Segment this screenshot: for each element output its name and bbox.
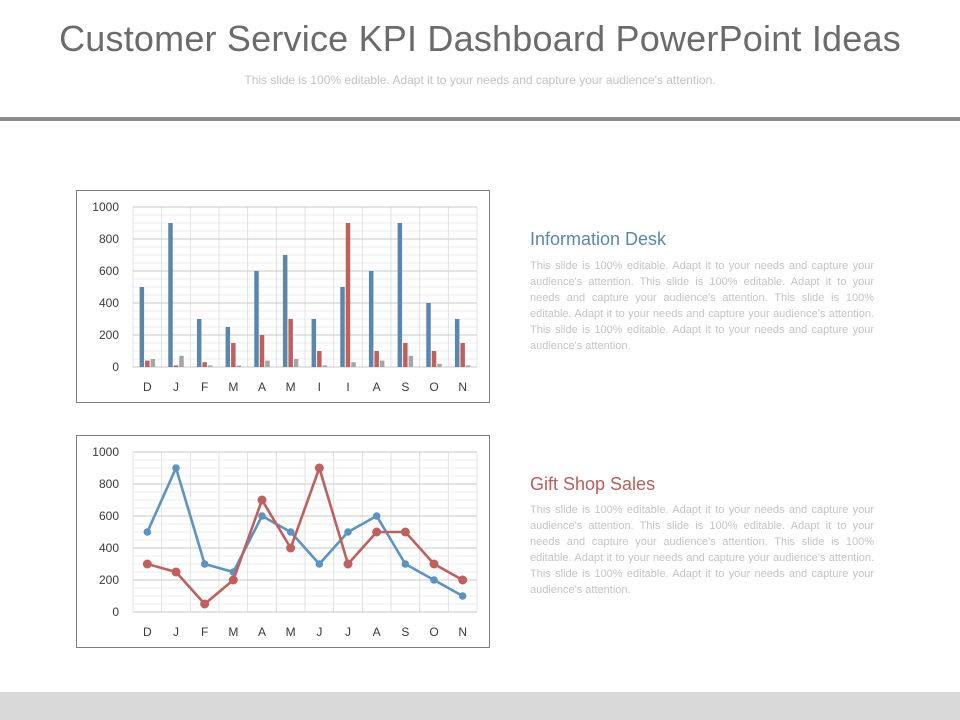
- bar-series-2: [317, 351, 322, 367]
- x-tick-label: J: [173, 380, 179, 394]
- x-tick-label: J: [316, 625, 323, 639]
- bar-series-1: [426, 303, 431, 367]
- x-tick-label: F: [200, 625, 209, 639]
- y-tick-label: 800: [98, 477, 119, 491]
- bar-series-2: [202, 362, 207, 367]
- bar-series-3: [151, 359, 156, 367]
- bar-series-3: [466, 365, 471, 367]
- x-tick-label: A: [257, 380, 267, 394]
- bar-series-2: [231, 343, 236, 367]
- bar-chart-svg: [77, 191, 491, 404]
- point-series-1: [373, 512, 381, 520]
- bar-series-1: [140, 287, 145, 367]
- bar-series-2: [403, 343, 408, 367]
- bar-series-3: [351, 362, 356, 367]
- x-tick-label: J: [173, 625, 179, 639]
- bar-series-3: [208, 365, 213, 367]
- bar-series-1: [398, 223, 403, 367]
- footer-band: [0, 692, 960, 720]
- header-divider: [0, 117, 960, 121]
- point-series-1: [344, 528, 352, 536]
- point-series-2: [315, 464, 324, 473]
- point-series-1: [402, 560, 410, 568]
- bar-series-3: [380, 361, 385, 367]
- point-series-1: [201, 560, 209, 568]
- bar-series-1: [283, 255, 288, 367]
- x-tick-label: M: [228, 625, 239, 639]
- point-series-1: [459, 592, 467, 600]
- information-desk-bar-chart: [76, 190, 490, 403]
- bar-series-3: [323, 365, 328, 367]
- x-tick-label: F: [200, 380, 209, 394]
- x-tick-label: O: [429, 625, 439, 639]
- point-series-2: [401, 528, 410, 537]
- gift-shop-sales-description: This slide is 100% editable. Adapt it to your needs and capture your audience's attention. This slide is 100% editable. Adapt it to your needs and capture your audience's attention. This slide is 100% editable. Adapt it to your needs and capture your audience's attention. This slide is 100% editable. Adapt it to your needs and capture your audience's attention.: [530, 504, 874, 596]
- x-tick-label: A: [372, 625, 381, 639]
- point-series-2: [200, 600, 209, 609]
- point-series-1: [430, 576, 438, 584]
- x-tick-label: I: [346, 380, 350, 394]
- point-series-2: [458, 576, 467, 585]
- y-tick-label: 200: [98, 573, 119, 587]
- bar-series-3: [179, 356, 184, 367]
- y-tick-label: 600: [98, 509, 119, 523]
- bar-series-2: [288, 319, 293, 367]
- y-tick-label: 0: [112, 605, 119, 619]
- x-tick-label: I: [317, 380, 322, 394]
- y-tick-label: 400: [98, 541, 119, 555]
- y-tick-label: 800: [98, 232, 119, 246]
- slide-subtitle: This slide is 100% editable. Adapt it to your needs and capture your audience's attention.: [244, 73, 716, 87]
- x-tick-label: D: [142, 380, 152, 394]
- x-tick-label: M: [285, 380, 296, 394]
- bar-series-2: [432, 351, 437, 367]
- bar-series-1: [340, 287, 345, 367]
- bar-series-1: [455, 319, 460, 367]
- bar-series-2: [174, 365, 179, 367]
- x-tick-label: A: [372, 380, 381, 394]
- y-tick-label: 0: [112, 360, 119, 374]
- point-series-2: [286, 544, 295, 553]
- y-tick-label: 200: [98, 328, 119, 342]
- x-tick-label: O: [429, 380, 439, 394]
- bar-series-2: [374, 351, 379, 367]
- point-series-2: [372, 528, 381, 537]
- x-tick-label: N: [458, 380, 468, 394]
- point-series-1: [287, 528, 295, 536]
- point-series-2: [258, 496, 267, 505]
- y-tick-label: 400: [98, 296, 119, 310]
- x-tick-label: D: [142, 625, 152, 639]
- gift-shop-sales-title: Gift Shop Sales: [530, 474, 656, 494]
- bar-series-1: [312, 319, 317, 367]
- bar-series-3: [409, 356, 414, 367]
- x-tick-label: J: [345, 625, 351, 639]
- bar-series-2: [346, 223, 351, 367]
- x-tick-label: A: [257, 625, 267, 639]
- information-desk-title: Information Desk: [530, 229, 667, 249]
- bar-series-3: [237, 365, 242, 367]
- slide-title: Customer Service KPI Dashboard PowerPoint Ideas: [59, 18, 901, 59]
- bar-series-1: [197, 319, 202, 367]
- line-chart-svg: [77, 436, 491, 649]
- point-series-2: [430, 560, 439, 569]
- information-desk-description: This slide is 100% editable. Adapt it to your needs and capture your audience's attention. This slide is 100% editable. Adapt it to your needs and capture your audience's attention. This slide is 100% editable. Adapt it to your needs and capture your audience's attention. This slide is 100% editable. Adapt it to your needs and capture your audience's attention.: [530, 260, 874, 352]
- bar-series-2: [145, 361, 150, 367]
- x-tick-label: M: [228, 380, 239, 394]
- point-series-1: [172, 464, 180, 472]
- bar-series-2: [460, 343, 465, 367]
- y-tick-label: 600: [98, 264, 119, 278]
- bar-series-1: [226, 327, 231, 367]
- gift-shop-line-chart: [76, 435, 490, 648]
- bar-series-1: [168, 223, 173, 367]
- x-tick-label: S: [401, 625, 410, 639]
- x-tick-label: N: [458, 625, 468, 639]
- point-series-2: [143, 560, 152, 569]
- bar-series-3: [265, 361, 270, 367]
- bar-series-1: [369, 271, 374, 367]
- x-tick-label: S: [401, 380, 410, 394]
- y-tick-label: 1000: [92, 200, 119, 214]
- point-series-1: [258, 512, 266, 520]
- point-series-2: [229, 576, 238, 585]
- x-tick-label: M: [285, 625, 296, 639]
- y-tick-label: 1000: [92, 445, 119, 459]
- bar-series-3: [294, 359, 299, 367]
- point-series-2: [172, 568, 181, 577]
- point-series-1: [144, 528, 152, 536]
- bar-series-2: [260, 335, 265, 367]
- bar-series-3: [437, 364, 442, 367]
- point-series-1: [316, 560, 324, 568]
- bar-series-1: [254, 271, 259, 367]
- point-series-2: [344, 560, 353, 569]
